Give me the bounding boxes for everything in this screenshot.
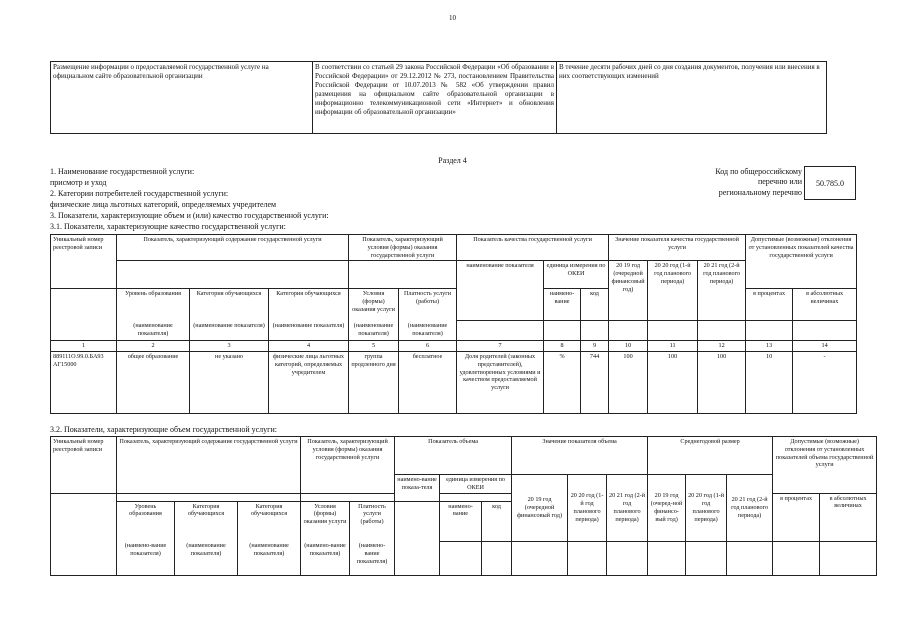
code-value: 50.785.0	[804, 166, 856, 200]
h-blank-8	[544, 321, 581, 341]
info-table	[50, 61, 827, 134]
h-reg-blank	[51, 289, 117, 341]
h-conditions: Показатель, характеризующий условия (формы) оказания государственной услуги	[349, 235, 457, 261]
volume-section-label: 3.2. Показатели, характеризующие объем государственной услуги:	[50, 425, 277, 434]
service-name-value: присмотр и уход	[50, 178, 107, 187]
v-h-np-1: (наимено-вание показателя)	[117, 541, 175, 575]
h-unit-name: наимено-вание	[544, 289, 581, 321]
quality-section-label: 3.1. Показатели, характеризующие качество государственной услуги:	[50, 222, 286, 231]
v-h-category-2: Категория обучающихся	[238, 501, 301, 541]
h-category-2: Категория обучающихся	[269, 289, 349, 321]
v-h-np-5: (наимено-вание показателя)	[350, 541, 395, 575]
v-h-conditions-blank	[301, 493, 395, 501]
col-num: 8	[544, 341, 581, 352]
v-h-blank-12	[607, 541, 648, 575]
cell-category-2: физические лица льготных категорий, определяемых учредителем	[269, 352, 349, 414]
v-h-volume: Показатель объема	[395, 437, 512, 475]
h-blank-14	[793, 321, 857, 341]
col-num: 14	[793, 341, 857, 352]
info-cell-1: Размещение информации о предоставляемой государственной услуге на официальном сайте образовательной организации	[51, 62, 313, 134]
v-h-unit: единица измерения по ОКЕИ	[440, 475, 512, 494]
v-h-percent: в процентах	[773, 493, 820, 541]
v-h-forms: Условия (формы) оказания услуги	[301, 501, 350, 541]
v-h-np-2: (наименование показателя)	[175, 541, 238, 575]
col-num: 7	[457, 341, 544, 352]
cell-quality-name: Доля родителей (законных представителей), удовлетворенных условиями и качеством предоставляемой услуги	[457, 352, 544, 414]
v-h-np-3: (наименование показателя)	[238, 541, 301, 575]
cell-category-1: не указано	[190, 352, 269, 414]
v-h-unit-code: код	[482, 501, 512, 541]
col-num: 12	[698, 341, 746, 352]
code-label-line-2: перечню или	[757, 177, 802, 187]
cell-year-3: 100	[698, 352, 746, 414]
code-label	[642, 167, 802, 198]
cell-unit: %	[544, 352, 581, 414]
v-h-conditions: Показатель, характеризующий условия (формы) оказания государственной услуги	[301, 437, 395, 494]
cell-form: группа продленного дня	[349, 352, 399, 414]
v-h-volume-blank	[395, 501, 440, 575]
h-payment: Платность услуги (работы)	[399, 289, 457, 321]
cell-year-2: 100	[648, 352, 698, 414]
v-h-blank-9	[482, 541, 512, 575]
v-h-blank-16	[773, 541, 820, 575]
h-np-5: (наименование показателя)	[399, 321, 457, 341]
h-category-1: Категория обучающихся	[190, 289, 269, 321]
v-h-value: Значение показателя объема	[512, 437, 648, 475]
page-number: 10	[449, 14, 456, 22]
h-np-4: (наименование показателя)	[349, 321, 399, 341]
h-deviation: Допустимые (возможные) отклонения от установленных показателей качества государственной услуги	[746, 235, 857, 289]
h-content-blank	[117, 261, 349, 289]
cell-reg: 889111О.99.0.БА93 АГ15000	[51, 352, 117, 414]
v-h-unit-blank	[440, 493, 512, 501]
cell-year-1: 100	[609, 352, 648, 414]
v-h-unit-name: наимено-вание	[440, 501, 482, 541]
cell-code: 744	[581, 352, 609, 414]
v-h-content-blank	[117, 493, 301, 501]
h-blank-11	[648, 321, 698, 341]
code-label-line-1: Код по общероссийскому	[715, 167, 802, 176]
h-blank-13	[746, 321, 793, 341]
consumers-label: 2. Категории потребителей государственной услуги:	[50, 189, 229, 198]
indicators-label: 3. Показатели, характеризующие объем и (или) качество государственной услуги:	[50, 211, 329, 220]
h-np-3: (наименование показателя)	[269, 321, 349, 341]
h-forms: Условия (формы) оказания услуги	[349, 289, 399, 321]
v-h-absolute: в абсолютных величинах	[820, 493, 877, 541]
v-h-deviation: Допустимые (возможные) отклонения от установленных показателей объема государственной услуги	[773, 437, 877, 494]
section-title: Раздел 4	[438, 156, 467, 165]
consumers-value: физические лица льготных категорий, определяемых учредителем	[50, 200, 277, 209]
v-h-avg-year-1: 20 19 год (очеред-ной финансо-вый год)	[648, 475, 686, 542]
h-np-1: (наименование показателя)	[117, 321, 190, 341]
col-num: 2	[117, 341, 190, 352]
code-label-line-3: региональному перечню	[718, 187, 802, 197]
v-h-avg-year-2: 20 20 год (1-й год планового периода)	[686, 475, 727, 542]
col-num: 9	[581, 341, 609, 352]
v-h-volume-name: наимено-вание показа-теля	[395, 475, 440, 502]
v-h-year-1: 20 19 год (очередной финансовый год)	[512, 475, 568, 542]
h-np-2: (наименование показателя)	[190, 321, 269, 341]
col-num: 1	[51, 341, 117, 352]
h-blank-9	[581, 321, 609, 341]
h-level: Уровень образования	[117, 289, 190, 321]
quality-table	[50, 234, 857, 414]
h-year-2: 20 20 год (1-й год планового периода)	[648, 261, 698, 321]
v-h-category-1: Категория обучающихся	[175, 501, 238, 541]
h-percent: в процентах	[746, 289, 793, 321]
h-conditions-blank	[349, 261, 457, 289]
h-reg: Уникальный номер реестровой записи	[51, 235, 117, 289]
col-num: 3	[190, 341, 269, 352]
h-unit: единица измерения по ОКЕИ	[544, 261, 609, 289]
h-value: Значение показателя качества государственной услуги	[609, 235, 746, 261]
h-year-3: 20 21 год (2-й год планового периода)	[698, 261, 746, 321]
h-quality: Показатель качества государственной услуги	[457, 235, 609, 261]
col-num: 13	[746, 341, 793, 352]
v-h-average: Среднегодовой размер	[648, 437, 773, 475]
v-h-blank-14	[686, 541, 727, 575]
h-blank-12	[698, 321, 746, 341]
h-year-1: 20 19 год (очередной финансовый год)	[609, 261, 648, 321]
h-unit-code: код	[581, 289, 609, 321]
service-name-label: 1. Наименование государственной услуги:	[50, 167, 195, 176]
col-num: 11	[648, 341, 698, 352]
h-blank-10	[609, 321, 648, 341]
cell-absolute: -	[793, 352, 857, 414]
v-h-blank-15	[727, 541, 773, 575]
v-h-reg: Уникальный номер реестровой записи	[51, 437, 117, 494]
info-cell-2: В соответствии со статьей 29 закона Российской Федерации «Об образовании в Российской Федерации» от 29.12.2012 № 273, постановлением Правительства Российской Федерации от 10.07.2013 № 582 «Об утверждении правил размещения на официальном сайте образовательной организации в информационно телекоммуникационной сети «Интернет» и обновления информации об образовательной организации»	[313, 62, 557, 134]
v-h-level: Уровень образования	[117, 501, 175, 541]
v-h-np-4: (наимено-вание показателя)	[301, 541, 350, 575]
v-h-avg-year-3: 20 21 год (2-й год планового периода)	[727, 475, 773, 542]
v-h-year-2: 20 20 год (1-й год планового периода)	[568, 475, 607, 542]
col-num: 10	[609, 341, 648, 352]
col-num: 6	[399, 341, 457, 352]
v-h-blank-13	[648, 541, 686, 575]
col-num: 5	[349, 341, 399, 352]
cell-payment: бесплатное	[399, 352, 457, 414]
h-absolute: в абсолютных величинах	[793, 289, 857, 321]
v-h-blank-10	[512, 541, 568, 575]
v-h-payment: Платность услуги (работы)	[350, 501, 395, 541]
cell-level: общее образование	[117, 352, 190, 414]
col-num: 4	[269, 341, 349, 352]
v-h-content: Показатель, характеризующий содержание государственной услуги	[117, 437, 301, 494]
h-content: Показатель, характеризующий содержание государственной услуги	[117, 235, 349, 261]
cell-percent: 10	[746, 352, 793, 414]
v-h-reg-blank	[51, 493, 117, 575]
v-h-year-3: 20 21 год (2-й год планового периода)	[607, 475, 648, 542]
volume-table	[50, 436, 877, 576]
v-h-blank-8	[440, 541, 482, 575]
v-h-blank-11	[568, 541, 607, 575]
h-quality-name: наименование показателя	[457, 261, 544, 321]
h-blank-7	[457, 321, 544, 341]
info-cell-3: В течение десяти рабочих дней со дня создания документов, получения или внесения в них соответствующих изменений	[557, 62, 827, 134]
table-row	[51, 352, 857, 414]
v-h-blank-17	[820, 541, 877, 575]
